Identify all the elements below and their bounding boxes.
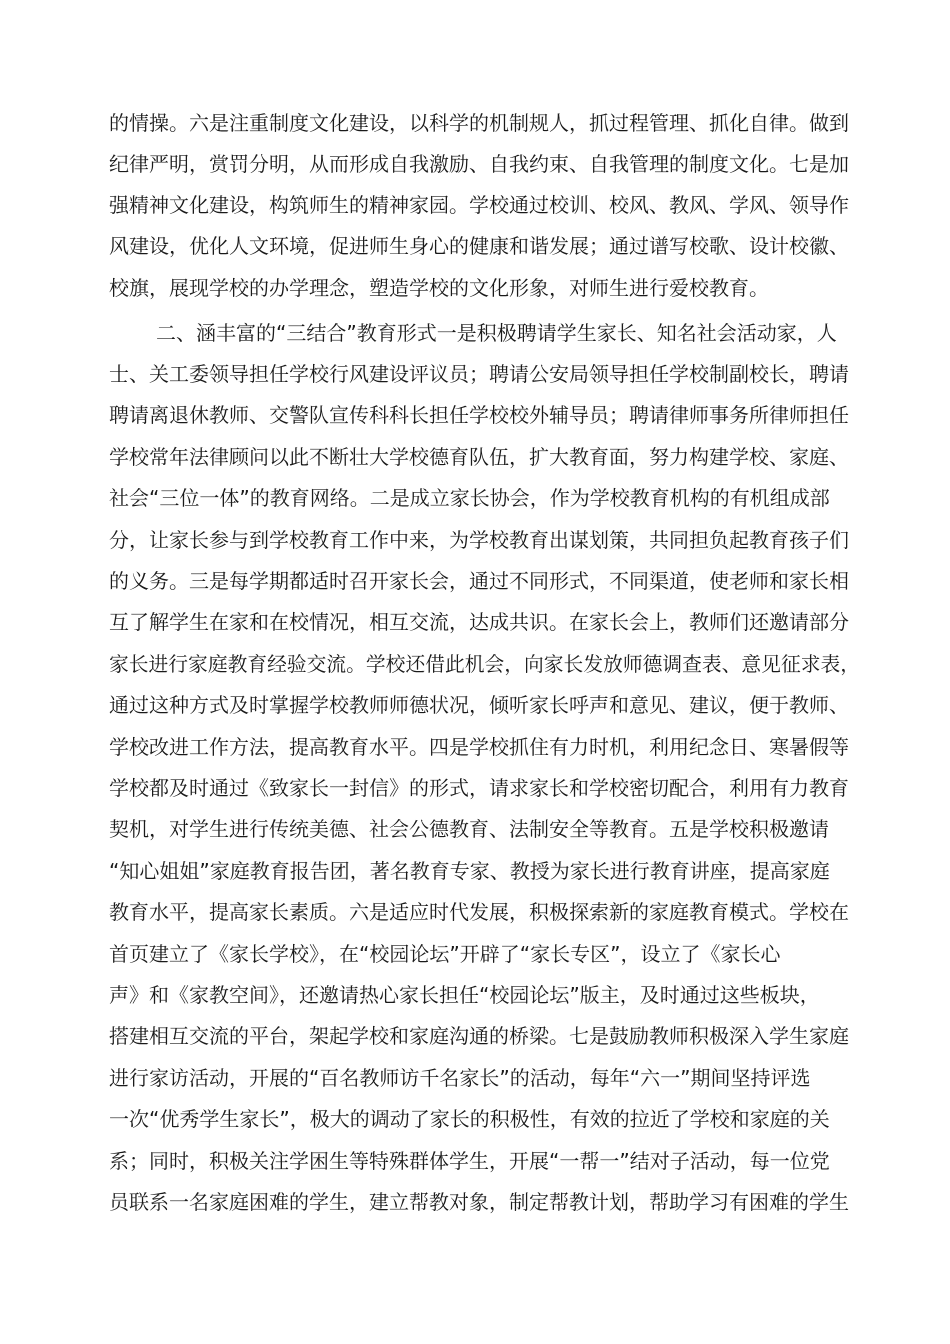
text-line: 强精神文化建设，构筑师生的精神家园。学校通过校训、校风、教风、学风、领导作 [109, 193, 849, 217]
paragraph-start-line: 二、涵丰富的“三结合”教育形式一是积极聘请学生家长、知名社会活动家，人 [156, 321, 837, 345]
text-line: 首页建立了《家长学校》，在“校园论坛”开辟了“家长专区”，设立了《家长心 [109, 942, 781, 966]
text-line: 一次“优秀学生家长”，极大的调动了家长的积极性，有效的拉近了学校和家庭的关 [109, 1107, 830, 1131]
text-line: 纪律严明，赏罚分明，从而形成自我激励、自我约束、自我管理的制度文化。七是加 [109, 152, 849, 176]
text-line: 学校都及时通过《致家长一封信》的形式，请求家长和学校密切配合，利用有力教育 [109, 776, 849, 800]
text-line: 教育水平，提高家长素质。六是适应时代发展，积极探索新的家庭教育模式。学校在 [109, 900, 849, 924]
text-line: 学校改进工作方法，提高教育水平。四是学校抓住有力时机，利用纪念日、寒暑假等 [109, 735, 849, 759]
text-line: 的义务。三是每学期都适时召开家长会，通过不同形式，不同渠道，使老师和家长相 [109, 569, 849, 593]
text-line: 互了解学生在家和在校情况，相互交流，达成共识。在家长会上，教师们还邀请部分 [109, 610, 849, 634]
text-line: 家长进行家庭教育经验交流。学校还借此机会，向家长发放师德调查表、意见征求表， [109, 652, 860, 676]
text-line: 契机，对学生进行传统美德、社会公德教育、法制安全等教育。五是学校积极邀请 [109, 817, 829, 841]
text-line: 通过这种方式及时掌握学校教师师德状况，倾听家长呼声和意见、建议，便于教师、 [109, 693, 849, 717]
text-line: 进行家访活动，开展的“百名教师访千名家长”的活动，每年“六一”期间坚持评选 [109, 1066, 811, 1090]
text-line: 声》和《家教空间》，还邀请热心家长担任“校园论坛”版主，及时通过这些板块， [109, 983, 820, 1007]
text-line: “知心姐姐”家庭教育报告团，著名教育专家、教授为家长进行教育讲座，提高家庭 [109, 859, 830, 883]
text-line: 聘请离退休教师、交警队宣传科科长担任学校校外辅导员；聘请律师事务所律师担任 [109, 403, 849, 427]
text-line: 系；同时，积极关注学困生等特殊群体学生，开展“一帮一”结对子活动，每一位党 [109, 1149, 830, 1173]
text-line: 学校常年法律顾问以此不断壮大学校德育队伍，扩大教育面，努力构建学校、家庭、 [109, 445, 849, 469]
text-line: 士、关工委领导担任学校行风建设评议员；聘请公安局领导担任学校制副校长，聘请 [109, 362, 849, 386]
text-line: 员联系一名家庭困难的学生，建立帮教对象，制定帮教计划，帮助学习有困难的学生 [109, 1190, 849, 1214]
text-line: 风建设，优化人文环境，促进师生身心的健康和谐发展；通过谱写校歌、设计校徽、 [109, 234, 849, 258]
text-line: 校旗，展现学校的办学理念，塑造学校的文化形象，对师生进行爱校教育。 [109, 276, 769, 300]
text-line: 分，让家长参与到学校教育工作中来，为学校教育出谋划策，共同担负起教育孩子们 [109, 528, 849, 552]
text-line: 搭建相互交流的平台，架起学校和家庭沟通的桥梁。七是鼓励教师积极深入学生家庭 [109, 1024, 849, 1048]
text-line: 的情操。六是注重制度文化建设，以科学的机制规人，抓过程管理、抓化自律。做到 [109, 111, 849, 135]
text-line: 社会“三位一体”的教育网络。二是成立家长协会，作为学校教育机构的有机组成部 [109, 486, 830, 510]
